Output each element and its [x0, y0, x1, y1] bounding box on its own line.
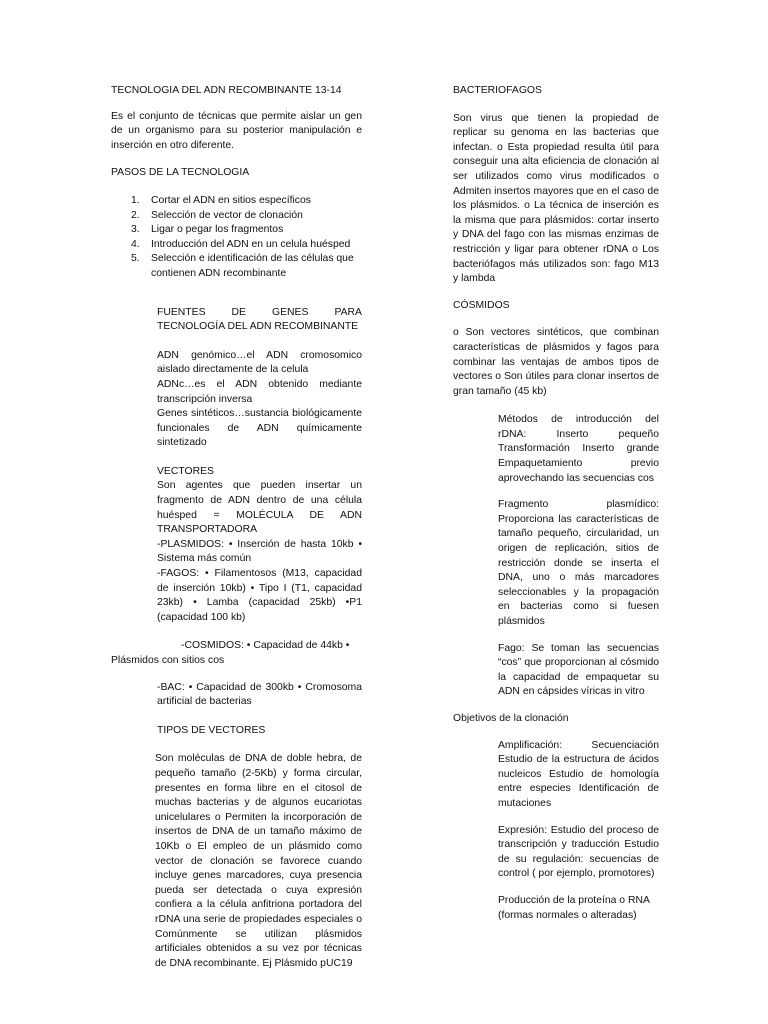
intro-paragraph: Es el conjunto de técnicas que permite aislar un gen de un organismo para su posterior manipulación e inserción en otro diferente.	[111, 110, 362, 151]
amplificacion-text: Amplificación: Secuenciación Estudio de la estructura de ácidos nucleicos Estudio de homología entre especies Identificación de mutaciones	[498, 739, 659, 809]
vectores-section	[157, 465, 362, 626]
list-item: 4. Introducción del ADN en un celula huésped	[131, 238, 351, 250]
bacteriofagos-text: Son virus que tienen la propiedad de replicar su genoma en las bacterias que infectan. o Esta propiedad resulta útil para conseguir una alta eficiencia de clonación al ser utilizados como virus modificados o Admiten insertos mayores que en el caso de los plásmidos. o La técnica de inserción es la misma que para plásmidos: cortar inserto y DNA del fago con las mismas enzimas de restricción y ligar para obtener rDNA o Los bacteriófagos más utilizados son: fago M13 y lambda	[453, 112, 659, 285]
expresion-text: Expresión: Estudio del proceso de transcripción y traducción Estudio de su regulación: secuencias de control ( por ejemplo, promotores)	[498, 824, 659, 880]
list-item: Genes sintéticos…sustancia biológicamente funcionales de ADN químicamente sintetizado	[157, 408, 362, 449]
vectores-heading: VECTORES	[157, 465, 214, 477]
fago-text: Fago: Se toman las secuencias “cos” que proporcionan al cósmido la capacidad de empaquetar su ADN en cápsides víricas in vitro	[498, 642, 659, 698]
tipos-heading: TIPOS DE VECTORES	[157, 724, 266, 736]
fuentes-section	[157, 306, 362, 451]
pasos-heading: PASOS DE LA TECNOLOGIA	[111, 167, 250, 179]
plasmidos-text: -PLASMIDOS: • Inserción de hasta 10kb • Sistema más común	[157, 538, 362, 565]
list-item: 3. Ligar o pegar los fragmentos	[131, 224, 284, 236]
fragmento-text: Fragmento plasmídico: Proporciona las características de tamaño pequeño, circularidad, un origen de replicación, sitios de restricción donde se inserta el DNA, uno o más marcadores seleccionables y la propagación en bacterias como si fuesen plásmidos	[498, 499, 659, 627]
list-item: 2. Selección de vector de clonación	[131, 209, 303, 221]
bacteriofagos-heading: BACTERIOFAGOS	[453, 85, 542, 96]
vectores-definition: Son agentes que pueden insertar un fragmento de ADN dentro de una célula huésped = MOLÉCULA DE ADN TRANSPORTADORA	[157, 480, 362, 536]
metodos-text: Métodos de introducción del rDNA: Inserto pequeño Transformación Inserto grande Empaquetamiento previo aprovechando las secuencias cos	[498, 414, 659, 484]
tipos-text: Son moléculas de DNA de doble hebra, de pequeño tamaño (2-5Kb) y forma circular, presentes en forma libre en el citosol de muchas bacterias y de algunos eucariotas unicelulares o Permiten la incorporación de insertos de DNA de un tamaño máximo de 10Kb o El empleo de un plásmido como vector de clonación se favorece cuando incluye genes marcadores, cuya presencia pueda ser detectada o cuya expresión confiera a la célula anfitriona portadora del rDNA una serie de propiedades especiales o Comúnmente se utilizan plásmidos artificiales obtenidos a su vez por técnicas de DNA recombinante. Ej Plásmido pUC19	[155, 753, 362, 969]
list-item: 5. Selección e identificación de las células que contienen ADN recombinante	[131, 253, 354, 279]
objetivos-heading: Objetivos de la clonación	[453, 712, 569, 724]
cosmidos-heading: CÓSMIDOS	[453, 299, 510, 311]
fuentes-list	[157, 349, 362, 451]
document-title: TECNOLOGIA DEL ADN RECOMBINANTE 13-14	[111, 85, 342, 96]
fuentes-heading: FUENTES DE GENES PARA TECNOLOGÍA DEL ADN RECOMBINANTE	[157, 306, 362, 333]
bac-text: -BAC: • Capacidad de 300kb • Cromosoma artificial de bacterias	[157, 681, 362, 708]
right-column	[453, 84, 659, 933]
pasos-list	[111, 194, 362, 282]
produccion-text: Producción de la proteína o RNA (formas normales o alteradas)	[498, 894, 650, 921]
list-item: ADNc…es el ADN obtenido mediante transcripción inversa	[157, 378, 362, 405]
cosmidos-text: o Son vectores sintéticos, que combinan características de plásmidos y fagos para combinar las ventajas de ambos tipos de vectores o Son útiles para clonar insertos de gran tamaño (45 kb)	[453, 327, 659, 397]
left-column	[111, 84, 362, 981]
list-item: 1. Cortar el ADN en sitios específicos	[131, 194, 311, 206]
cosmidos-vector-text: -COSMIDOS: • Capacidad de 44kb • Plásmidos con sitios cos	[111, 640, 350, 666]
fagos-text: -FAGOS: • Filamentosos (M13, capacidad de inserción 10kb) • Tipo I (T1, capacidad 23kb) • Lamba (capacidad 25kb) •P1 (capacidad 100 kb)	[157, 568, 362, 623]
list-item: ADN genómico…el ADN cromosomico aislado directamente de la celula	[157, 349, 362, 376]
